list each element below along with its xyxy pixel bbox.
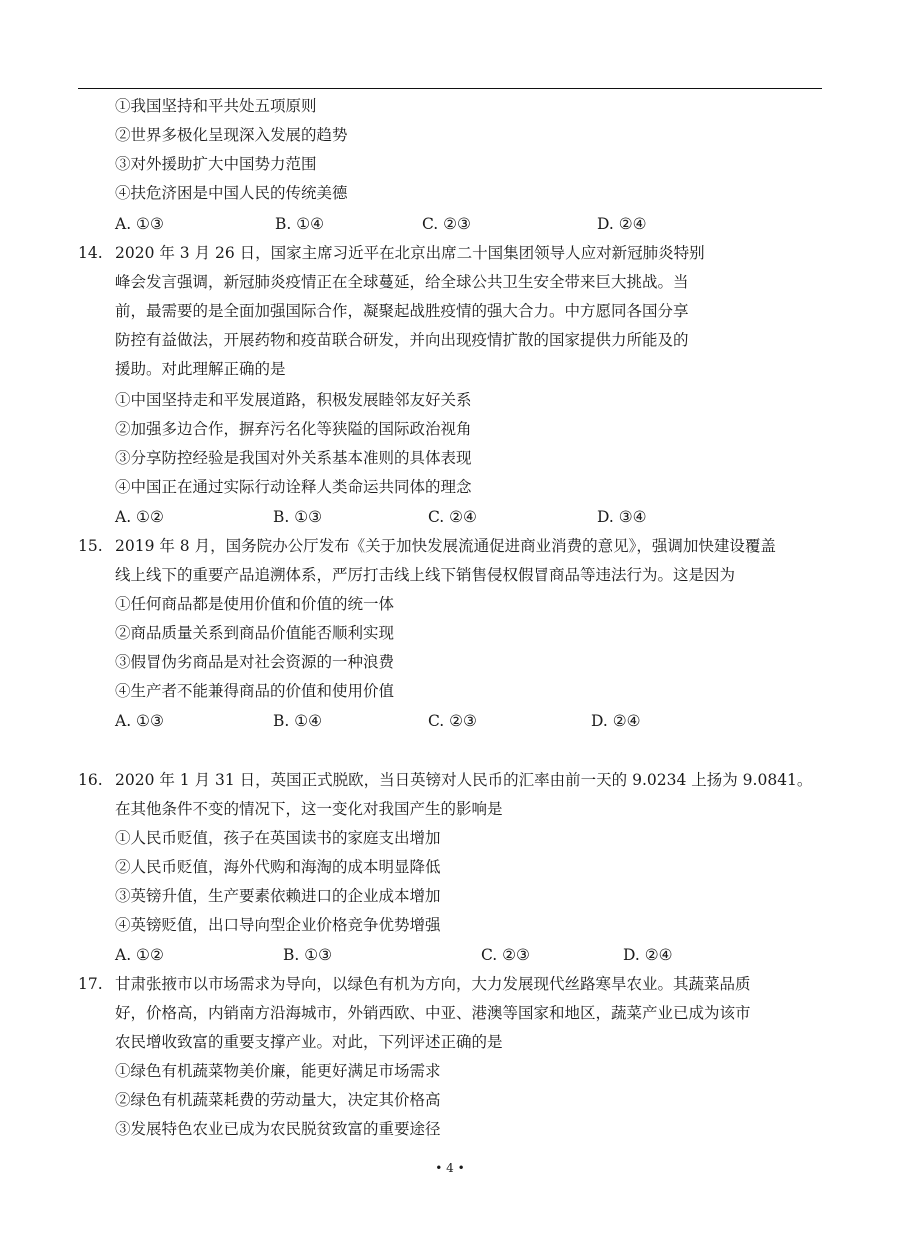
q13-choice-d[interactable]: D. ②④ [597, 215, 647, 233]
q14-option-4: ④中国正在通过实际行动诠释人类命运共同体的理念 [115, 478, 472, 496]
q16-number: 16. [78, 771, 103, 789]
q15-option-4: ④生产者不能兼得商品的价值和使用价值 [115, 682, 395, 700]
q14-choice-c[interactable]: C. ②④ [428, 508, 477, 526]
q14-option-1: ①中国坚持走和平发展道路，积极发展睦邻友好关系 [115, 391, 472, 409]
page-number: • 4 • [435, 1161, 465, 1175]
q13-choice-a[interactable]: A. ①③ [115, 215, 164, 233]
q15-number: 15. [78, 537, 103, 555]
q15-choice-b[interactable]: B. ①④ [273, 712, 323, 730]
q15-choices [115, 711, 835, 731]
q13-option-3: ③对外援助扩大中国势力范围 [115, 155, 317, 173]
q16-choices [115, 945, 835, 965]
q15-choice-c[interactable]: C. ②③ [428, 712, 477, 730]
q13-option-4: ④扶危济困是中国人民的传统美德 [115, 184, 348, 202]
q14-stem-line-1: 2020 年 3 月 26 日，国家主席习近平在北京出席二十国集团领导人应对新冠肺炎特别 [115, 244, 705, 262]
q17-stem-line-3: 农民增收致富的重要支撑产业。对此，下列评述正确的是 [115, 1033, 503, 1051]
q17-option-1: ①绿色有机蔬菜物美价廉，能更好满足市场需求 [115, 1062, 441, 1080]
q13-option-1: ①我国坚持和平共处五项原则 [115, 97, 317, 115]
q14-choice-a[interactable]: A. ①② [115, 508, 164, 526]
q14-choices [115, 507, 835, 527]
q15-stem-line-2: 线上线下的重要产品追溯体系，严厉打击线上线下销售侵权假冒商品等违法行为。这是因为 [115, 566, 736, 584]
q13-choices [115, 214, 835, 234]
q13-option-2: ②世界多极化呈现深入发展的趋势 [115, 126, 348, 144]
q16-choice-a[interactable]: A. ①② [115, 946, 164, 964]
q17-stem-line-2: 好，价格高，内销南方沿海城市，外销西欧、中亚、港澳等国家和地区，蔬菜产业已成为该市 [115, 1004, 751, 1022]
q14-option-2: ②加强多边合作，摒弃污名化等狭隘的国际政治视角 [115, 420, 472, 438]
q16-option-2: ②人民币贬值，海外代购和海淘的成本明显降低 [115, 858, 441, 876]
q16-choice-b[interactable]: B. ①③ [283, 946, 333, 964]
q16-stem-line-1: 2020 年 1 月 31 日，英国正式脱欧，当日英镑对人民币的汇率由前一天的 9.0234 上扬为 9.0841。 [115, 771, 813, 789]
q15-option-2: ②商品质量关系到商品价值能否顺利实现 [115, 624, 395, 642]
q14-number: 14. [78, 244, 103, 262]
q17-stem-line-1: 甘肃张掖市以市场需求为导向，以绿色有机为方向，大力发展现代丝路寒旱农业。其蔬菜品质 [115, 975, 751, 993]
q14-stem-line-3: 前，最需要的是全面加强国际合作，凝聚起战胜疫情的强大合力。中方愿同各国分享 [115, 302, 689, 320]
header-rule [78, 88, 822, 89]
q16-stem-line-2: 在其他条件不变的情况下，这一变化对我国产生的影响是 [115, 800, 503, 818]
q16-choice-d[interactable]: D. ②④ [623, 946, 673, 964]
q15-stem-line-1: 2019 年 8 月，国务院办公厅发布《关于加快发展流通促进商业消费的意见》，强调加快建设覆盖 [115, 537, 776, 555]
q16-choice-c[interactable]: C. ②③ [481, 946, 530, 964]
q14-stem-line-4: 防控有益做法，开展药物和疫苗联合研发，并向出现疫情扩散的国家提供力所能及的 [115, 331, 689, 349]
q14-stem-line-5: 援助。对此理解正确的是 [115, 360, 286, 378]
q15-option-1: ①任何商品都是使用价值和价值的统一体 [115, 595, 395, 613]
q15-choice-a[interactable]: A. ①③ [115, 712, 164, 730]
q16-option-1: ①人民币贬值，孩子在英国读书的家庭支出增加 [115, 829, 441, 847]
q16-option-4: ④英镑贬值，出口导向型企业价格竞争优势增强 [115, 916, 441, 934]
q14-choice-d[interactable]: D. ③④ [597, 508, 647, 526]
q17-number: 17. [78, 975, 103, 993]
q13-choice-b[interactable]: B. ①④ [275, 215, 325, 233]
q13-choice-c[interactable]: C. ②③ [422, 215, 471, 233]
q17-option-3: ③发展特色农业已成为农民脱贫致富的重要途径 [115, 1120, 441, 1138]
q17-option-2: ②绿色有机蔬菜耗费的劳动量大，决定其价格高 [115, 1091, 441, 1109]
q14-stem-line-2: 峰会发言强调，新冠肺炎疫情正在全球蔓延，给全球公共卫生安全带来巨大挑战。当 [115, 273, 689, 291]
q15-option-3: ③假冒伪劣商品是对社会资源的一种浪费 [115, 653, 395, 671]
q14-option-3: ③分享防控经验是我国对外关系基本准则的具体表现 [115, 449, 472, 467]
q16-option-3: ③英镑升值，生产要素依赖进口的企业成本增加 [115, 887, 441, 905]
q14-choice-b[interactable]: B. ①③ [273, 508, 323, 526]
q15-choice-d[interactable]: D. ②④ [591, 712, 641, 730]
